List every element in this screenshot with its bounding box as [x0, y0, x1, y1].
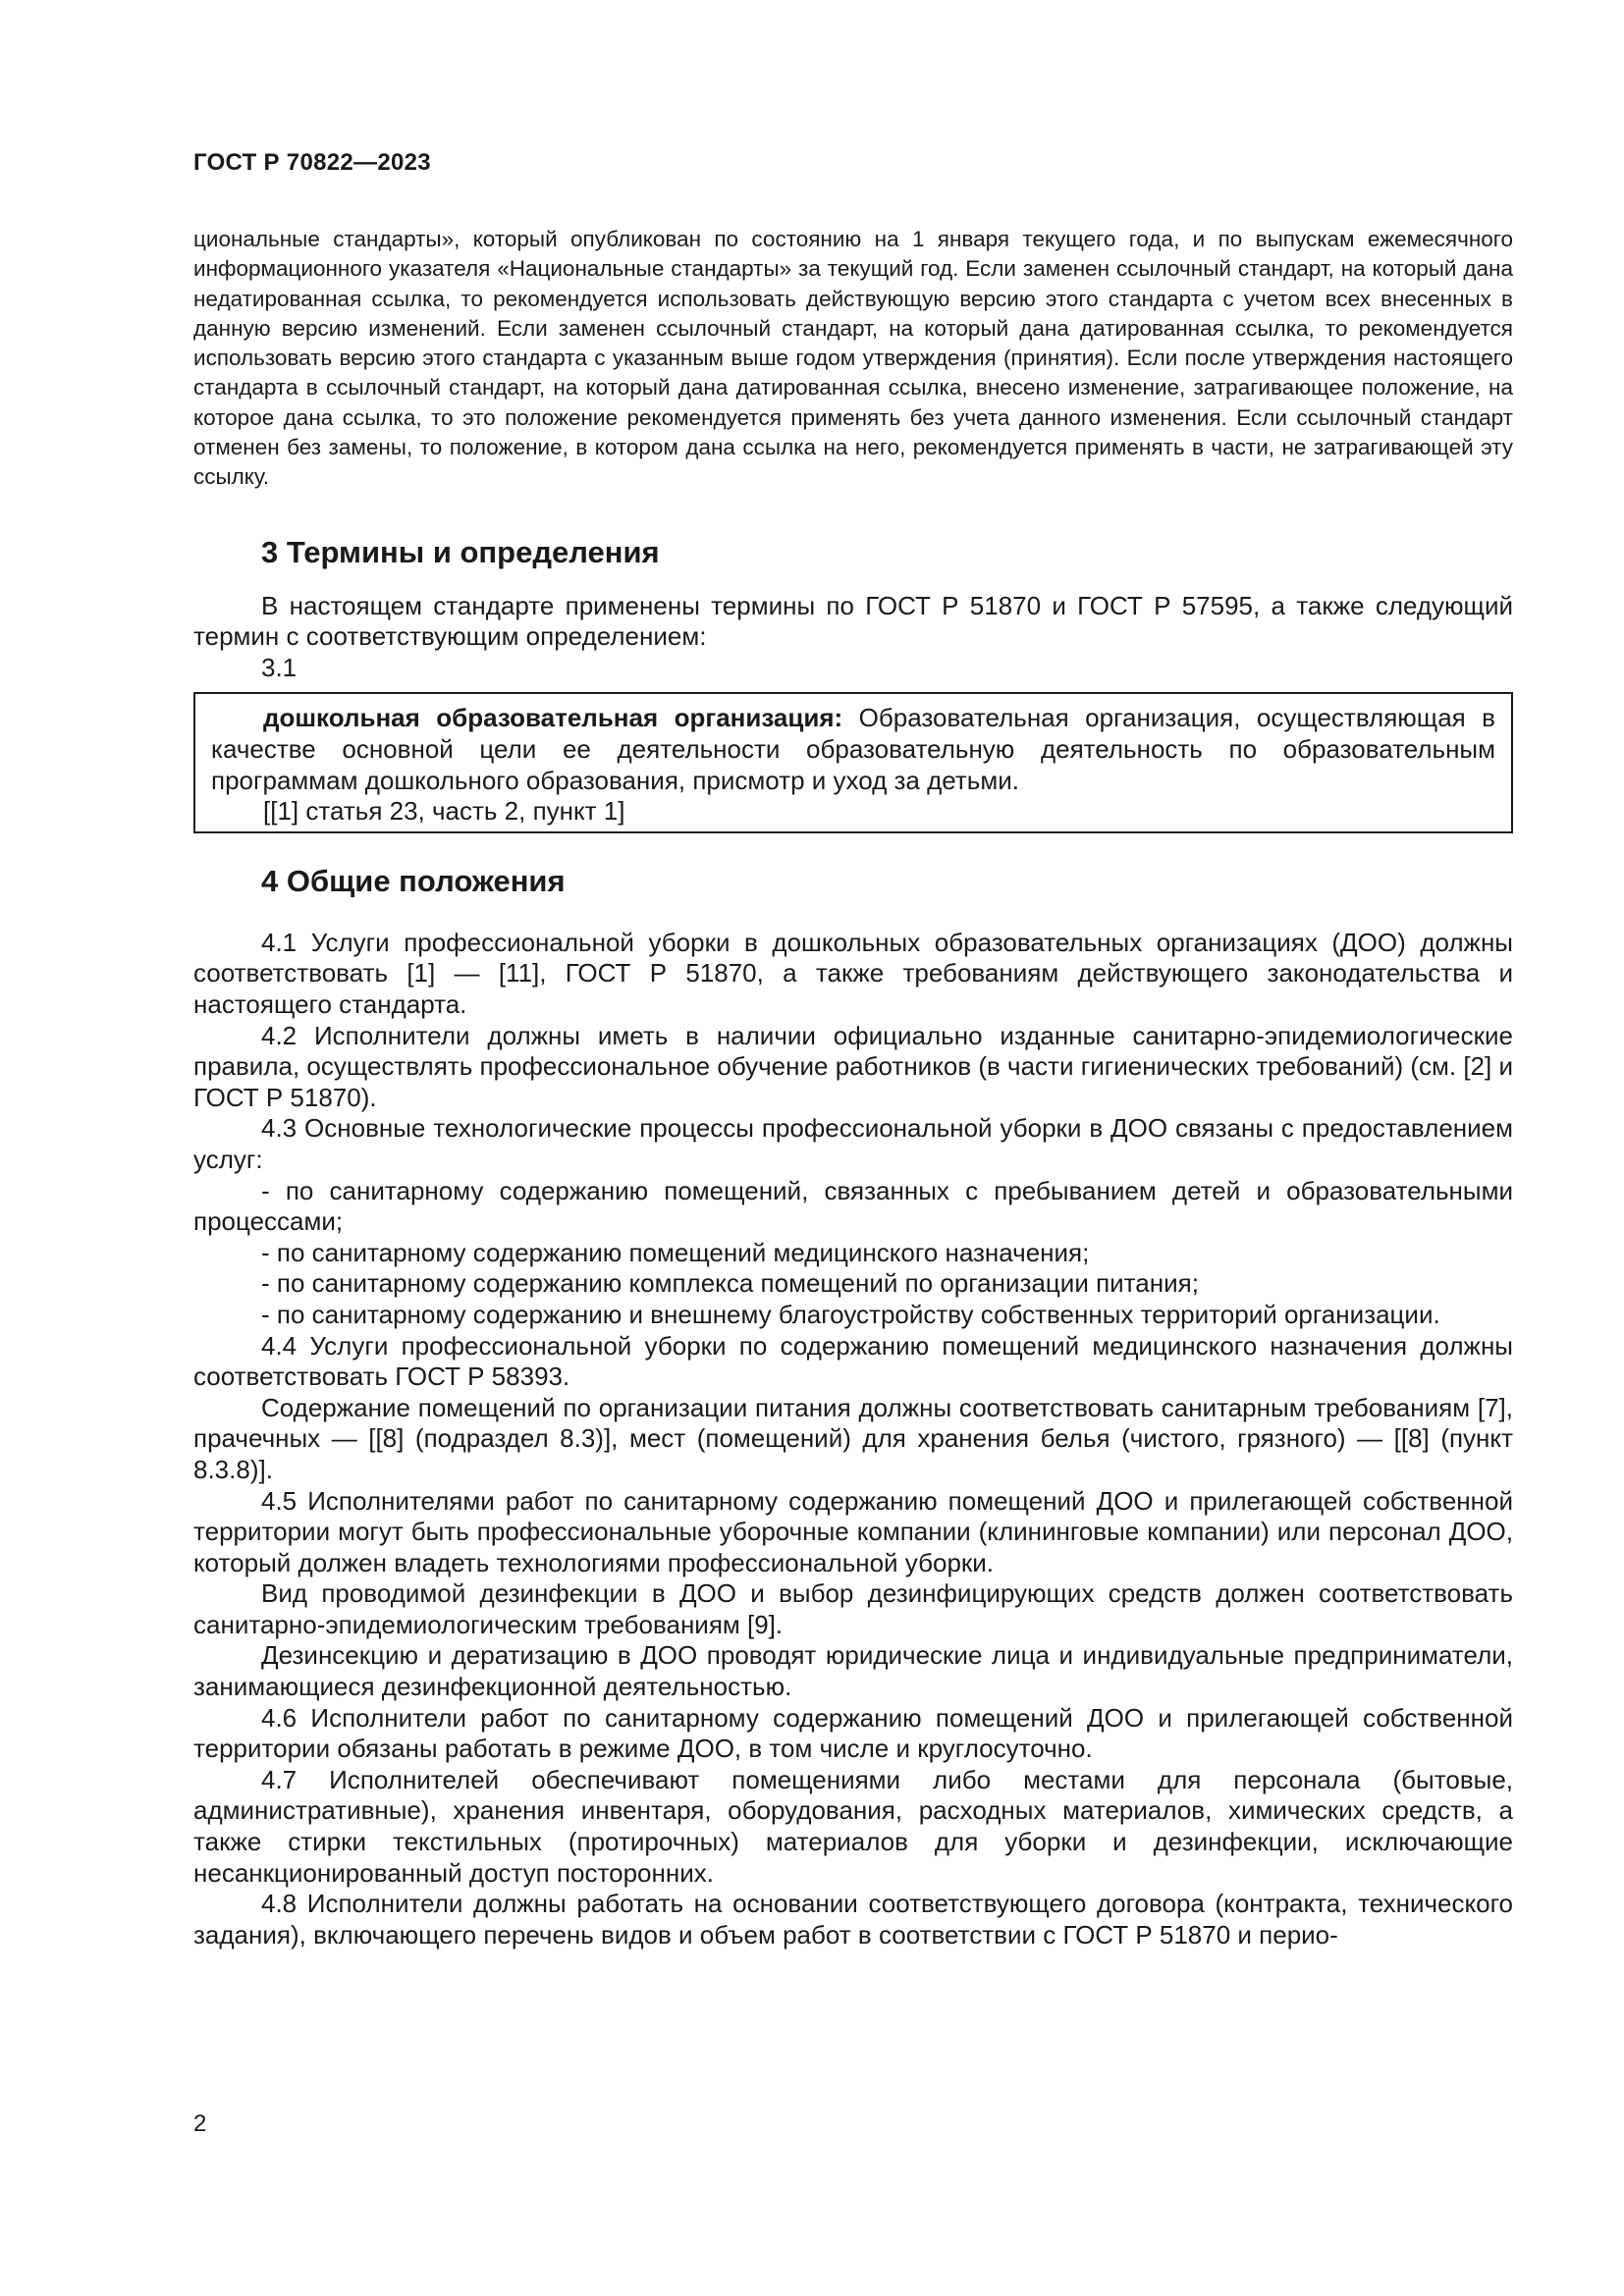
document-body: [193, 225, 1513, 1950]
page-number: 2: [193, 2110, 207, 2137]
list-item: - по санитарному содержанию и внешнему благоустройству собственных территорий организации.: [261, 1299, 1440, 1329]
clause-4-6: 4.6 Исполнители работ по санитарному содержанию помещений ДОО и прилегающей собственной территории обязаны работать в режиме ДОО, в том числе и круглосуточно.: [193, 1702, 1513, 1764]
list-item: - по санитарному содержанию помещений, связанных с пребыванием детей и образовательными процессами;: [193, 1175, 1513, 1237]
list-item: - по санитарному содержанию помещений медицинского назначения;: [261, 1237, 1090, 1267]
term-name: дошкольная образовательная организация:: [263, 703, 843, 733]
clause-4-2: 4.2 Исполнители должны иметь в наличии официально изданные санитарно-эпидемиологические правила, осуществлять профессиональное обучение работников (в части гигиенических требований) (см. [2] и ГОСТ Р 51870).: [193, 1020, 1513, 1112]
definition-box: [193, 692, 1513, 832]
document-header: ГОСТ Р 70822—2023: [193, 149, 431, 176]
clause-4-1: 4.1 Услуги профессиональной уборки в дошкольных образовательных организациях (ДОО) должны соответствовать [1] — [11], ГОСТ Р 51870, а также требованиям действующего законодательства и настоящего стандарта.: [193, 927, 1513, 1020]
intro-paragraph-block: [193, 225, 1513, 493]
term-definition: Образовательная организация, осуществляющая в качестве основной цели ее деятельности образовательную деятельность по образовательным программам дошкольного образования, присмотр и уход за детьми.: [211, 703, 1495, 795]
clause-4-5: 4.5 Исполнителями работ по санитарному содержанию помещений ДОО и прилегающей собственной территории могут быть профессиональные уборочные компании (клининговые компании) или персонал ДОО, который должен владеть технологиями профессиональной уборки.: [193, 1485, 1513, 1577]
clause-4-4-continued: Содержание помещений по организации питания должны соответствовать санитарным требованиям [7], прачечных — [[8] (подраздел 8.3)], мест (помещений) для хранения белья (чистого, грязного) — [[8] (пункт 8.3.8)].: [193, 1392, 1513, 1484]
section-4-body: [193, 928, 1513, 1951]
definition-source: [[1] статья 23, часть 2, пункт 1]: [263, 796, 625, 827]
section-3-intro: В настоящем стандарте применены термины по ГОСТ Р 51870 и ГОСТ Р 57595, а также следующий термин с соответствующим определением:: [193, 590, 1513, 652]
clause-4-5-pest-control: Дезинсекцию и дератизацию в ДОО проводят юридические лица и индивидуальные предприниматели, занимающиеся дезинфекционной деятельностью.: [193, 1640, 1513, 1702]
clause-4-8: 4.8 Исполнители должны работать на основании соответствующего договора (контракта, технического задания), включающего перечень видов и объем работ в соответствии с ГОСТ Р 51870 и перио-: [193, 1889, 1513, 1949]
definition-text: [211, 703, 1495, 796]
section-3-body: [193, 591, 1513, 833]
clause-4-4: 4.4 Услуги профессиональной уборки по содержанию помещений медицинского назначения должны соответствовать ГОСТ Р 58393.: [193, 1330, 1513, 1392]
section-3-heading: 3 Термины и определения: [261, 534, 660, 569]
intro-paragraph: циональные стандарты», который опубликован по состоянию на 1 января текущего года, и по выпускам ежемесячного информационного указателя «Национальные стандарты» за текущий год. Если заменен ссылочный стандарт, на который дана недатированная ссылка, то рекомендуется использовать действующую версию этого стандарта с учетом всех внесенных в данную версию изменений. Если заменен ссылочный стандарт, на который дана датированная ссылка, то рекомендуется использовать версию этого стандарта с указанным выше годом утверждения (принятия). Если после утверждения настоящего стандарта в ссылочный стандарт, на который дана датированная ссылка, внесено изменение, затрагивающее положение, на которое дана ссылка, то это положение рекомендуется применять без учета данного изменения. Если ссылочный стандарт отменен без замены, то положение, в котором дана ссылка на него, рекомендуется применять в части, не затрагивающей эту ссылку.: [193, 227, 1513, 490]
section-4-heading: 4 Общие положения: [261, 863, 566, 898]
clause-4-7: 4.7 Исполнителей обеспечивают помещениями либо местами для персонала (бытовые, административные), хранения инвентаря, оборудования, расходных материалов, химических средств, а также стирки текстильных (протирочных) материалов для уборки и дезинфекции, исключающие несанкционированный доступ посторонних.: [193, 1764, 1513, 1888]
list-item: - по санитарному содержанию комплекса помещений по организации питания;: [261, 1268, 1199, 1299]
clause-4-3: 4.3 Основные технологические процессы профессиональной уборки в ДОО связаны с предоставлением услуг:: [193, 1113, 1513, 1174]
clause-4-5-disinfection: Вид проводимой дезинфекции в ДОО и выбор дезинфицирующих средств должен соответствовать санитарно-эпидемиологическим требованиям [9].: [193, 1578, 1513, 1639]
term-number: 3.1: [261, 652, 298, 682]
